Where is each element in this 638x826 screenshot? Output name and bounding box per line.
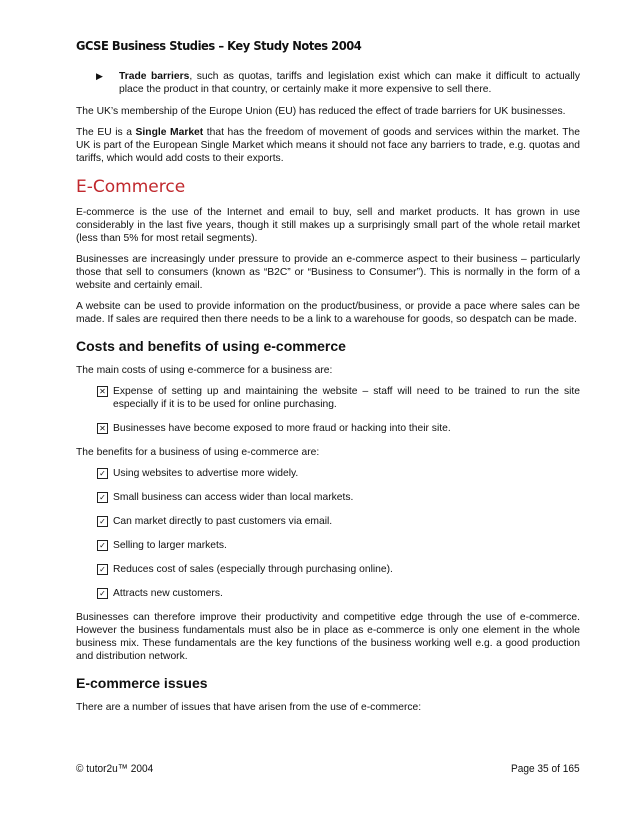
- paragraph-costs-intro: The main costs of using e-commerce for a business are:: [76, 365, 333, 376]
- paragraph-website-use: A website can be used to provide information on the product/business, or provide a pace where sales can be made. If sales are required then there needs to be a link to a warehouse for goods, so despatch can be made.: [76, 301, 580, 325]
- text-run: The EU is a: [76, 127, 136, 138]
- benefit-item: [97, 515, 580, 528]
- bullet-text: [119, 70, 580, 96]
- triangle-right-icon: ▶: [96, 71, 103, 81]
- paragraph-ecommerce-definition: E-commerce is the use of the Internet and email to buy, sell and market products. It has grown in use considerably in the last five years, though it still makes up a surprisingly small part of the whole retail market (less than 5% for most retail segments).: [76, 207, 580, 244]
- cost-item: [97, 422, 580, 435]
- benefit-item-text: Using websites to advertise more widely.: [113, 468, 299, 479]
- subsection-title-issues: E-commerce issues: [76, 675, 208, 691]
- benefit-item: [97, 539, 580, 552]
- benefit-item: [97, 587, 580, 600]
- bullet-bold-term: Trade barriers: [119, 71, 190, 82]
- benefit-item-text: Selling to larger markets.: [113, 540, 227, 551]
- check-box-icon: ✓: [97, 564, 108, 575]
- paragraph-issues-intro: There are a number of issues that have arisen from the use of e-commerce:: [76, 702, 422, 713]
- cost-item-text: Businesses have become exposed to more fraud or hacking into their site.: [113, 423, 451, 434]
- check-box-icon: ✓: [97, 540, 108, 551]
- benefit-item-text: Attracts new customers.: [113, 588, 223, 599]
- subsection-title-costs-benefits: Costs and benefits of using e-commerce: [76, 338, 346, 354]
- benefit-item-text: Small business can access wider than local markets.: [113, 492, 354, 503]
- bullet-rest: , such as quotas, tariffs and legislation exist which can make it difficult to actually place the product in that country, or certainly make it more expensive to sell there.: [119, 71, 580, 95]
- benefit-item-text: Can market directly to past customers via email.: [113, 516, 333, 527]
- cost-item-text: Expense of setting up and maintaining the website – staff will need to be trained to run the site especially if it is to be used for online purchasing.: [113, 386, 580, 410]
- bold-term: Single Market: [135, 127, 204, 138]
- cost-item: [97, 385, 580, 411]
- x-box-icon: ✕: [97, 423, 108, 434]
- section-title-ecommerce: E-Commerce: [76, 177, 186, 197]
- page-content: [76, 70, 580, 722]
- check-box-icon: ✓: [97, 588, 108, 599]
- paragraph-ecommerce-pressure: Businesses are increasingly under pressure to provide an e-commerce aspect to their business – particularly those that sell to consumers (known as “B2C” or “Business to Consumer”). This is normally in the form of a website and certainly email.: [76, 254, 580, 291]
- x-box-icon: ✕: [97, 386, 108, 397]
- footer-page-number: Page 35 of 165: [511, 763, 580, 775]
- paragraph-eu-membership: The UK’s membership of the Europe Union (EU) has reduced the effect of trade barriers for UK businesses.: [76, 106, 566, 117]
- paragraph-benefits-intro: The benefits for a business of using e-commerce are:: [76, 447, 320, 458]
- check-box-icon: ✓: [97, 468, 108, 479]
- paragraph-conclusion: Businesses can therefore improve their productivity and competitive edge through the use of e-commerce. However the business fundamentals must also be in place as e-commerce is only one element in the whole business mix. These fundamentals are the key functions of the business working well e.g. a good production and distribution network.: [76, 612, 580, 662]
- benefit-item: [97, 491, 580, 504]
- check-box-icon: ✓: [97, 492, 108, 503]
- benefit-item: [97, 467, 580, 480]
- check-box-icon: ✓: [97, 516, 108, 527]
- page-header-title: GCSE Business Studies – Key Study Notes 2004: [76, 38, 362, 53]
- trade-barriers-bullet: [76, 70, 580, 96]
- benefit-item-text: Reduces cost of sales (especially through purchasing online).: [113, 564, 393, 575]
- paragraph-single-market: [76, 126, 580, 165]
- benefit-item: [97, 563, 580, 576]
- text-run: that has the freedom of movement of goods and services within the market. The UK is part of the European Single Market which means it should not face any barriers to trade, e.g. quotas and tariffs, which would add costs to their exports.: [76, 127, 581, 164]
- footer-copyright: © tutor2u™ 2004: [76, 763, 154, 775]
